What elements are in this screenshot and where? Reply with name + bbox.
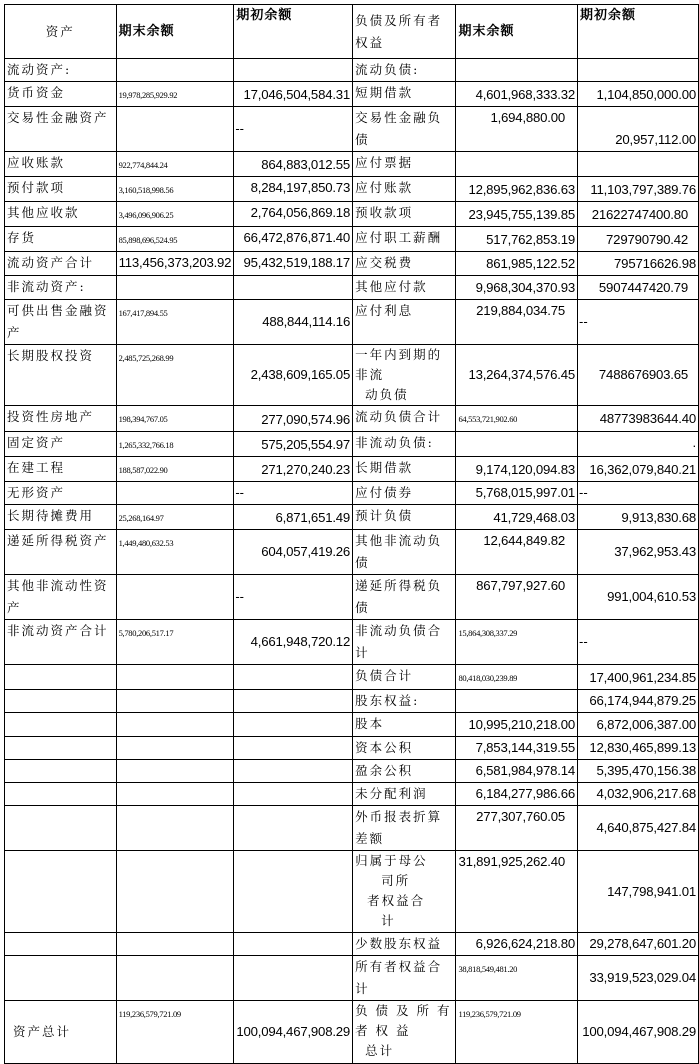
liability-begin-balance: 6,872,006,387.00 [578,713,699,737]
liability-label [353,1001,456,1064]
asset-label: 固定资产 [5,432,117,457]
asset-begin-balance [234,806,353,851]
asset-end-balance: 19,978,285,929.92 [116,82,234,107]
liability-label: 股东权益: [353,690,456,713]
header-liab-equity: 负债及所有者权益 [353,5,456,59]
asset-begin-balance: -- [234,107,353,152]
header-row [5,5,699,59]
liability-end-balance [456,152,578,177]
asset-label: 长期股权投资 [5,345,117,406]
table-row [5,851,699,933]
asset-begin-balance: 100,094,467,908.29 [234,1001,353,1064]
liability-label-line: 者权益合 [367,893,426,908]
liability-begin-balance: 21622747400.80 [578,202,699,227]
header-end-balance: 期末余额 [116,5,234,59]
header-begin-balance-2: 期初余额 [578,5,699,59]
table-row [5,933,699,956]
asset-end-balance [116,713,234,737]
liability-end-balance: 5,768,015,997.01 [456,482,578,505]
asset-begin-balance: 66,472,876,871.40 [234,227,353,252]
asset-begin-balance: 271,270,240.23 [234,457,353,482]
liability-end-balance: 861,985,122.52 [456,252,578,276]
asset-begin-balance [234,737,353,760]
liability-end-balance: 15,864,308,337.29 [456,620,578,665]
asset-begin-balance: 6,871,651.49 [234,505,353,530]
liability-label: 应付利息 [353,300,456,345]
liability-end-balance: 119,236,579,721.09 [456,1001,578,1064]
asset-begin-balance: -- [234,575,353,620]
asset-end-balance: 1,449,480,632.53 [116,530,234,575]
asset-label: 流动资产: [5,59,117,82]
asset-begin-balance: 17,046,504,584.31 [234,82,353,107]
asset-end-balance [116,933,234,956]
liability-end-balance: 31,891,925,262.40 [456,851,578,933]
asset-begin-balance [234,783,353,806]
liability-begin-balance: 20,957,112.00 [578,107,699,152]
liability-begin-balance: 48773983644.40 [578,406,699,432]
liability-begin-balance: 1,104,850,000.00 [578,82,699,107]
liability-label: 长期借款 [353,457,456,482]
liability-label: 应付票据 [353,152,456,177]
asset-begin-balance: 95,432,519,188.17 [234,252,353,276]
liability-label: 流动负债合计 [353,406,456,432]
asset-end-balance [116,665,234,690]
header-end-balance-2: 期末余额 [456,5,578,59]
asset-label: 其他非流动性资产 [5,575,117,620]
asset-label: 交易性金融资产 [5,107,117,152]
liability-label: 负债合计 [353,665,456,690]
table-row [5,530,699,575]
liability-label: 盈余公积 [353,760,456,783]
asset-end-balance: 2,485,725,268.99 [116,345,234,406]
liability-label [353,851,456,933]
asset-label [5,851,117,933]
asset-end-balance [116,760,234,783]
liability-label-line: 总计 [365,1043,395,1058]
table-row [5,152,699,177]
asset-begin-balance: 604,057,419.26 [234,530,353,575]
asset-end-balance [116,783,234,806]
liability-label: 递延所得税负债 [353,575,456,620]
liability-label: 预收款项 [353,202,456,227]
liability-begin-balance: 33,919,523,029.04 [578,956,699,1001]
liability-begin-balance: 16,362,079,840.21 [578,457,699,482]
asset-end-balance: 922,774,844.24 [116,152,234,177]
balance-sheet-table [4,4,699,1064]
liability-begin-balance: -- [578,300,699,345]
liability-begin-balance: 795716626.98 [578,252,699,276]
liability-end-balance: 867,797,927.60 [456,575,578,620]
asset-begin-balance: 8,284,197,850.73 [234,177,353,202]
asset-begin-balance [234,933,353,956]
liability-label: 流动负债: [353,59,456,82]
header-assets: 资产 [5,5,117,59]
liability-end-balance: 1,694,880.00 [456,107,578,152]
table-row [5,345,699,406]
liability-end-balance: 23,945,755,139.85 [456,202,578,227]
table-row [5,107,699,152]
liability-begin-balance: 4,032,906,217.68 [578,783,699,806]
asset-label [5,737,117,760]
liability-begin-balance: 5,395,470,156.38 [578,760,699,783]
asset-end-balance: 167,417,894.55 [116,300,234,345]
asset-label [5,713,117,737]
asset-begin-balance [234,851,353,933]
liability-label: 未分配利润 [353,783,456,806]
liability-end-balance: 7,853,144,319.55 [456,737,578,760]
asset-begin-balance [234,760,353,783]
liability-label: 其他非流动负债 [353,530,456,575]
liability-end-balance: 38,818,549,481.20 [456,956,578,1001]
asset-begin-balance [234,665,353,690]
table-row [5,276,699,300]
asset-label: 资产总计 [5,1001,117,1064]
liability-begin-balance: 29,278,647,601.20 [578,933,699,956]
liability-label-line: 一年内到期的 [355,347,443,362]
table-row [5,713,699,737]
asset-end-balance [116,482,234,505]
liability-begin-balance: 991,004,610.53 [578,575,699,620]
liability-begin-balance: 66,174,944,879.25 [578,690,699,713]
liability-begin-balance: 7488676903.65 [578,345,699,406]
asset-begin-balance [234,690,353,713]
asset-label [5,783,117,806]
liability-label: 应付职工薪酬 [353,227,456,252]
liability-label-line: 者 权 益 [355,1023,411,1038]
liability-begin-balance: 4,640,875,427.84 [578,806,699,851]
liability-end-balance: 219,884,034.75 [456,300,578,345]
table-row [5,665,699,690]
table-row [5,737,699,760]
asset-label [5,690,117,713]
liability-end-balance: 12,644,849.82 [456,530,578,575]
table-row [5,82,699,107]
asset-label: 其他应收款 [5,202,117,227]
liability-label: 应付账款 [353,177,456,202]
liability-label: 应付债券 [353,482,456,505]
liability-label: 预计负债 [353,505,456,530]
liability-begin-balance: 12,830,465,899.13 [578,737,699,760]
liability-begin-balance: . [578,432,699,457]
liability-begin-balance: 11,103,797,389.76 [578,177,699,202]
asset-label: 在建工程 [5,457,117,482]
liability-end-balance: 6,581,984,978.14 [456,760,578,783]
liability-label: 非流动负债合计 [353,620,456,665]
asset-label: 存货 [5,227,117,252]
liability-label: 短期借款 [353,82,456,107]
table-row [5,432,699,457]
liability-label: 非流动负债: [353,432,456,457]
asset-label: 非流动资产: [5,276,117,300]
liability-begin-balance: 9,913,830.68 [578,505,699,530]
liability-end-balance [456,690,578,713]
asset-end-balance [116,806,234,851]
table-row [5,59,699,82]
asset-begin-balance: 2,438,609,165.05 [234,345,353,406]
liability-end-balance [456,59,578,82]
liability-end-balance: 80,418,030,239.89 [456,665,578,690]
asset-begin-balance: 2,764,056,869.18 [234,202,353,227]
asset-begin-balance [234,59,353,82]
table-row [5,1001,699,1064]
asset-end-balance: 3,160,518,998.56 [116,177,234,202]
asset-label [5,933,117,956]
table-row [5,620,699,665]
liability-begin-balance: -- [578,482,699,505]
asset-label: 可供出售金融资产 [5,300,117,345]
asset-end-balance [116,276,234,300]
asset-begin-balance [234,713,353,737]
liability-end-balance: 12,895,962,836.63 [456,177,578,202]
liability-label: 其他应付款 [353,276,456,300]
asset-end-balance: 85,898,696,524.95 [116,227,234,252]
asset-begin-balance: 864,883,012.55 [234,152,353,177]
liability-begin-balance: 100,094,467,908.29 [578,1001,699,1064]
asset-end-balance: 119,236,579,721.09 [116,1001,234,1064]
asset-begin-balance [234,276,353,300]
asset-begin-balance: 488,844,114.16 [234,300,353,345]
asset-begin-balance: 4,661,948,720.12 [234,620,353,665]
liability-label-line: 计 [381,913,396,928]
asset-label: 预付款项 [5,177,117,202]
liability-end-balance [456,432,578,457]
liability-label-line: 司所 [381,873,411,888]
table-row [5,252,699,276]
liability-begin-balance: 147,798,941.01 [578,851,699,933]
liability-label: 资本公积 [353,737,456,760]
liability-label [353,345,456,406]
liability-label: 外币报表折算差额 [353,806,456,851]
table-row [5,227,699,252]
liability-label: 应交税费 [353,252,456,276]
table-row [5,956,699,1001]
liability-end-balance: 64,553,721,902.60 [456,406,578,432]
table-row [5,505,699,530]
table-row [5,482,699,505]
asset-end-balance [116,575,234,620]
table-row [5,690,699,713]
liability-end-balance: 9,174,120,094.83 [456,457,578,482]
asset-end-balance: 5,780,206,517.17 [116,620,234,665]
liability-label: 股本 [353,713,456,737]
asset-label: 长期待摊费用 [5,505,117,530]
table-row [5,575,699,620]
asset-end-balance [116,851,234,933]
liability-end-balance: 277,307,760.05 [456,806,578,851]
asset-label: 递延所得税资产 [5,530,117,575]
asset-label: 货币资金 [5,82,117,107]
table-row [5,457,699,482]
liability-begin-balance [578,152,699,177]
liability-end-balance: 6,926,624,218.80 [456,933,578,956]
liability-end-balance: 4,601,968,333.32 [456,82,578,107]
asset-end-balance [116,59,234,82]
liability-begin-balance: -- [578,620,699,665]
table-row [5,202,699,227]
liability-begin-balance: 37,962,953.43 [578,530,699,575]
liability-begin-balance: 729790790.42 [578,227,699,252]
asset-label [5,760,117,783]
liability-label: 少数股东权益 [353,933,456,956]
liability-label-line: 动负债 [365,387,409,402]
asset-end-balance [116,107,234,152]
asset-end-balance: 188,587,022.90 [116,457,234,482]
liability-label-line: 归属于母公 [355,853,428,868]
liability-begin-balance [578,59,699,82]
liability-end-balance: 10,995,210,218.00 [456,713,578,737]
asset-end-balance: 3,496,096,906.25 [116,202,234,227]
asset-end-balance: 1,265,332,766.18 [116,432,234,457]
table-row [5,177,699,202]
header-begin-balance: 期初余额 [234,5,353,59]
asset-end-balance [116,737,234,760]
asset-label: 应收账款 [5,152,117,177]
liability-end-balance: 13,264,374,576.45 [456,345,578,406]
asset-label [5,806,117,851]
liability-end-balance: 41,729,468.03 [456,505,578,530]
asset-begin-balance [234,956,353,1001]
liability-label: 交易性金融负债 [353,107,456,152]
table-row [5,406,699,432]
liability-label-line: 负 债 及 所 有 [355,1003,452,1018]
asset-label: 非流动资产合计 [5,620,117,665]
liability-end-balance: 9,968,304,370.93 [456,276,578,300]
table-row [5,783,699,806]
table-row [5,760,699,783]
table-row [5,806,699,851]
liability-end-balance: 517,762,853.19 [456,227,578,252]
asset-label: 流动资产合计 [5,252,117,276]
asset-label [5,665,117,690]
asset-begin-balance: -- [234,482,353,505]
asset-begin-balance: 277,090,574.96 [234,406,353,432]
asset-label: 投资性房地产 [5,406,117,432]
asset-label [5,956,117,1001]
asset-end-balance: 113,456,373,203.92 [116,252,234,276]
liability-begin-balance: 5907447420.79 [578,276,699,300]
asset-end-balance [116,956,234,1001]
asset-begin-balance: 575,205,554.97 [234,432,353,457]
asset-end-balance [116,690,234,713]
liability-end-balance: 6,184,277,986.66 [456,783,578,806]
asset-label: 无形资产 [5,482,117,505]
table-row [5,300,699,345]
liability-begin-balance: 17,400,961,234.85 [578,665,699,690]
liability-label: 所有者权益合计 [353,956,456,1001]
liability-label-line: 非流 [355,367,385,382]
asset-end-balance: 198,394,767.05 [116,406,234,432]
asset-end-balance: 25,268,164.97 [116,505,234,530]
